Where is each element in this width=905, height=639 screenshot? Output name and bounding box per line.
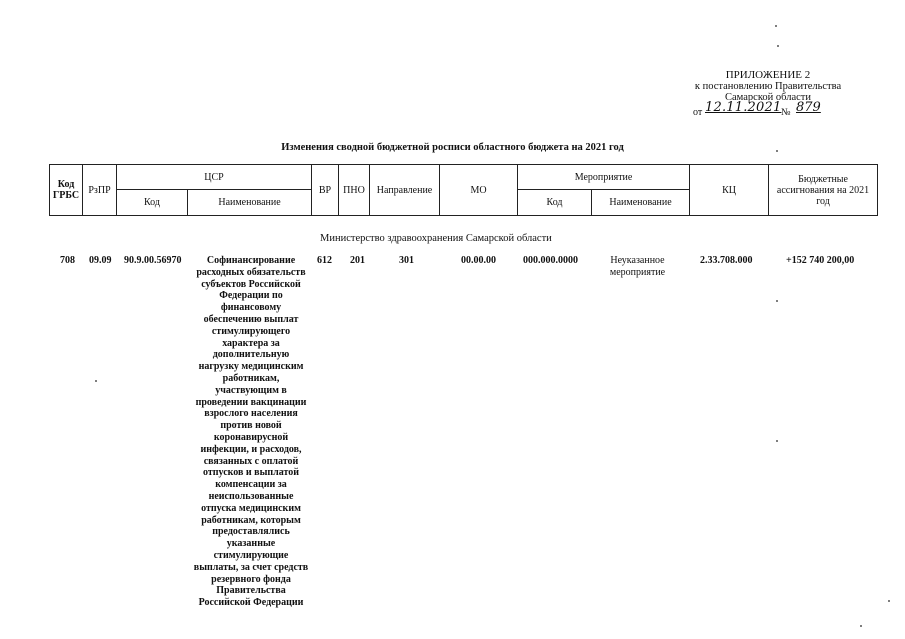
scan-speck	[95, 380, 97, 382]
header-mo: МО	[440, 165, 518, 216]
cell-kc: 2.33.708.000	[700, 255, 753, 266]
cell-mo: 00.00.00	[461, 255, 496, 266]
scan-speck	[776, 440, 778, 442]
budget-header-table	[49, 164, 878, 216]
scan-speck	[888, 600, 890, 602]
header-csr: ЦСР	[117, 165, 312, 190]
cell-csr-name: Софинансирование расходных обязательств субъектов Российской Федерации по финансовому обеспечению выплат стимулирующего характера за дополнительную нагрузку медицинским работникам, участвующим в проведении вакцинации взрослого населения против новой коронавирусной инфекции, и расходов, связанных с оплатой отпусков и выплатой компенсации за неиспользованные отпуска медицинским работникам, которым предоставлялись указанные стимулирующие выплаты, за счет средств резервного фонда Правительства Российской Федерации	[193, 255, 309, 609]
header-rzpr: РзПР	[83, 165, 117, 216]
handwritten-number: 879	[796, 100, 821, 115]
header-napr: Направление	[370, 165, 440, 216]
section-ministry: Министерство здравоохранения Самарской области	[320, 233, 552, 244]
cell-event-kod: 000.000.0000	[523, 255, 578, 266]
header-kc: КЦ	[690, 165, 769, 216]
appendix-date-number	[693, 100, 843, 120]
cell-napr: 301	[399, 255, 414, 266]
cell-vr: 612	[317, 255, 332, 266]
document-title: Изменения сводной бюджетной росписи областного бюджета на 2021 год	[281, 142, 624, 153]
number-label: №	[781, 107, 791, 118]
scan-speck	[776, 150, 778, 152]
header-kod-grbs: Код ГРБС	[50, 165, 83, 216]
cell-amount: +152 740 200,00	[786, 255, 855, 266]
cell-csr: 90.9.00.56970	[124, 255, 182, 266]
header-pno: ПНО	[339, 165, 370, 216]
cell-pno: 201	[350, 255, 365, 266]
header-event-name: Наименование	[592, 190, 690, 216]
handwritten-date: 12.11.2021	[705, 100, 782, 115]
scan-speck	[777, 45, 779, 47]
from-label: от	[693, 107, 703, 118]
header-budget: Бюджетные ассигнования на 2021 год	[769, 165, 878, 216]
cell-kod-grbs: 708	[60, 255, 75, 266]
header-csr-kod: Код	[117, 190, 188, 216]
header-event-kod: Код	[518, 190, 592, 216]
scan-speck	[860, 625, 862, 627]
appendix-title: ПРИЛОЖЕНИЕ 2	[725, 69, 811, 81]
cell-event-name: Неуказанное мероприятие	[609, 255, 666, 278]
header-csr-name: Наименование	[188, 190, 312, 216]
header-event: Мероприятие	[518, 165, 690, 190]
appendix-region-line: Самарской области	[725, 92, 811, 103]
appendix-decree-line: к постановлению Правительства	[694, 81, 842, 92]
cell-rzpr: 09.09	[89, 255, 112, 266]
appendix-block	[693, 70, 843, 120]
scan-speck	[775, 25, 777, 27]
scan-speck	[776, 300, 778, 302]
header-vr: ВР	[312, 165, 339, 216]
